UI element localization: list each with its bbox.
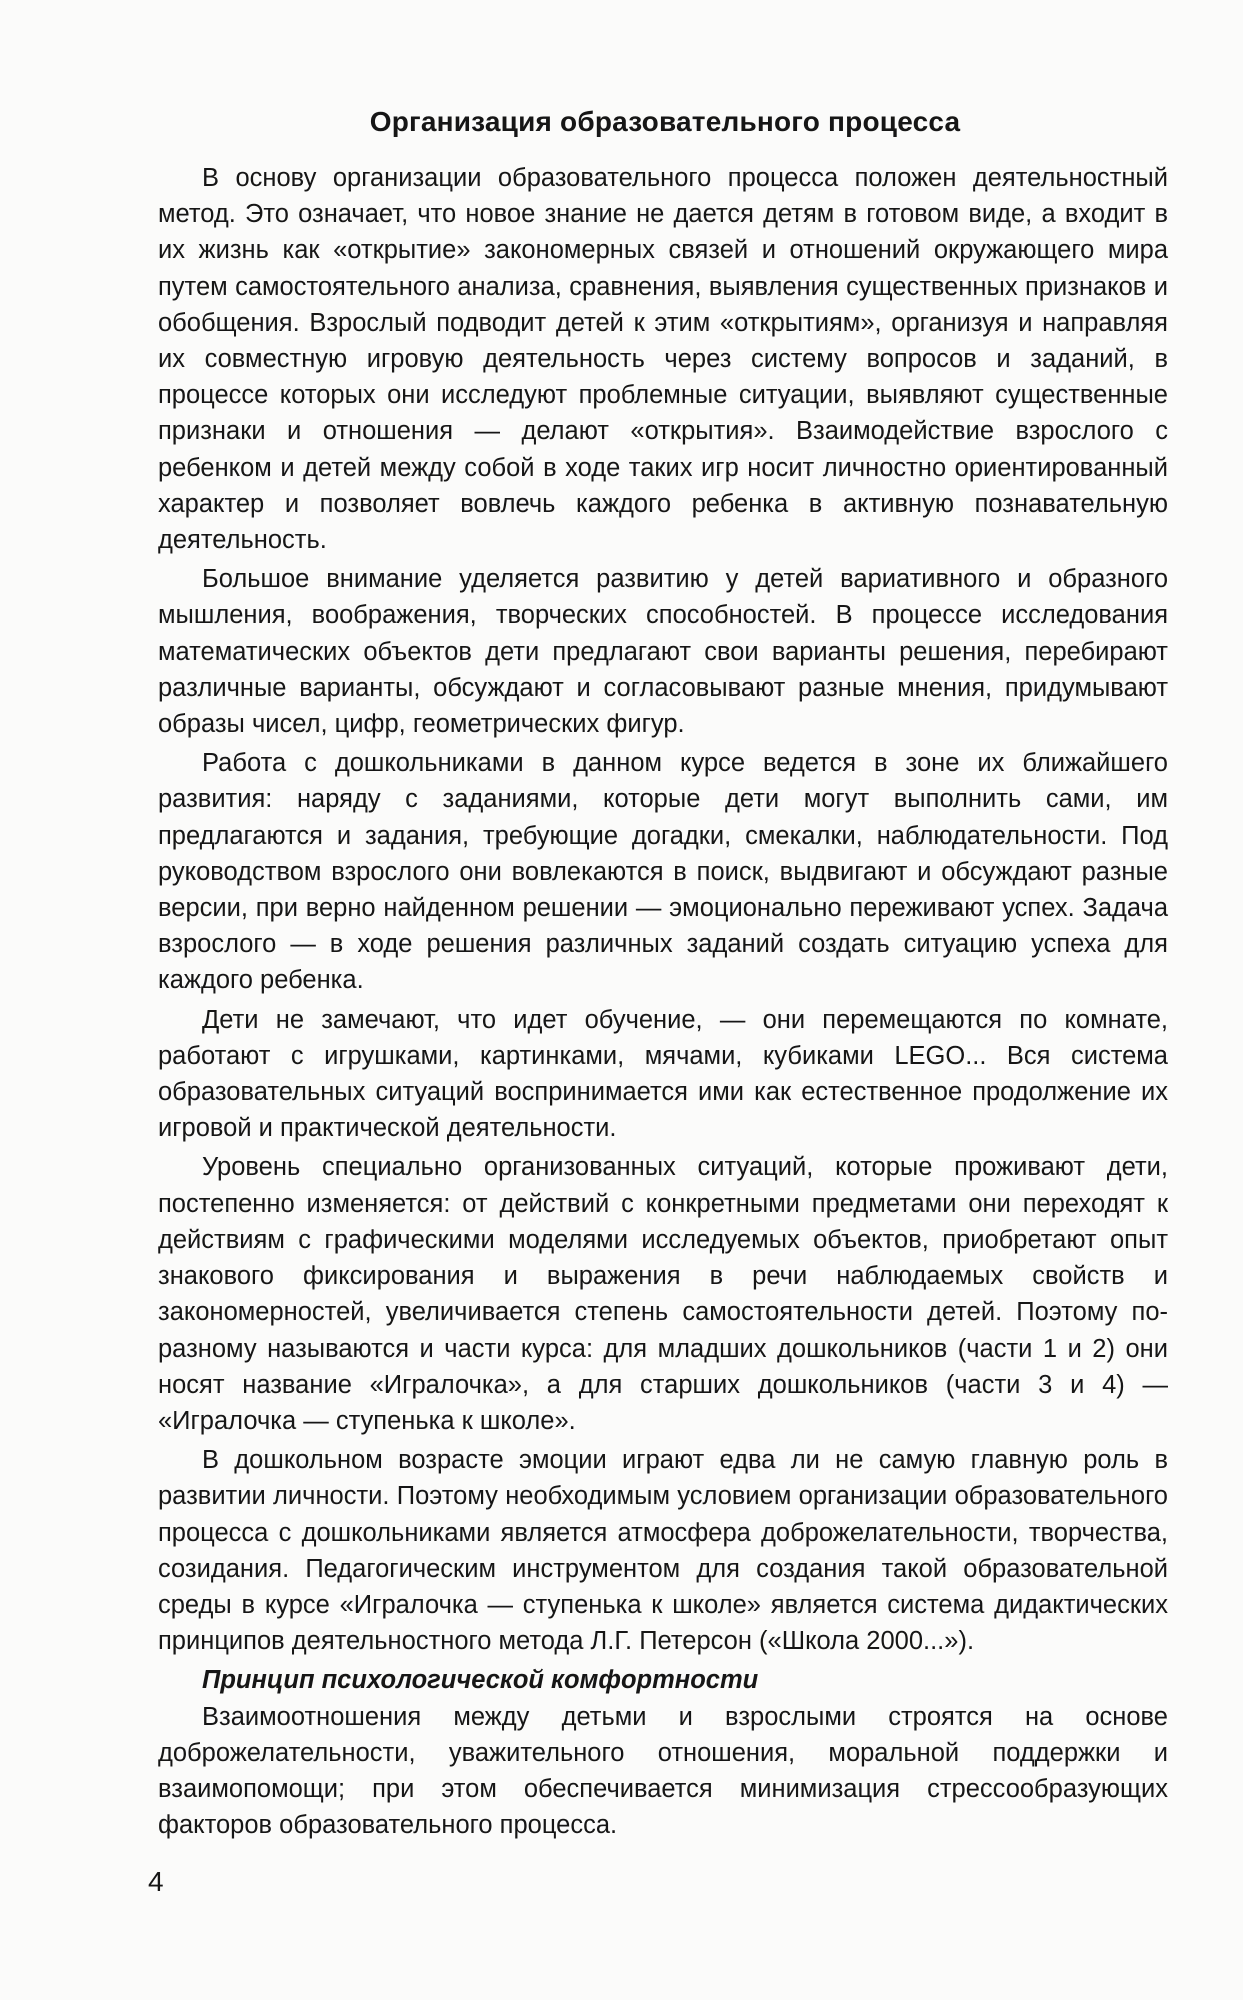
paragraph: Работа с дошкольниками в данном курсе ведется в зоне их ближайшего развития: наряду с заданиями, которые дети могут выполнить сами, им предлагаются и задания, требующие догадки, смекалки, наблюдательности. Под руководством взрослого они вовлекаются в поиск, выдвигают и обсуждают разные версии, при верно найденном решении — эмоционально переживают успех. Задача взрослого — в ходе решения различных заданий создать ситуацию успеха для каждого ребенка.	[158, 749, 1168, 995]
section-title: Организация образовательного процесса	[369, 106, 961, 137]
paragraph: Уровень специально организованных ситуаций, которые проживают дети, постепенно изменяется: от действий с конкретными предметами они переходят к действиям с графическими моделями исследуемых объектов, приобретают опыт знакового фиксирования и выражения в речи наблюдаемых свойств и закономерностей, увеличивается степень самостоятельности детей. Поэтому по-разному называются и части курса: для младших дошкольников (части 1 и 2) они носят название «Игралочка», а для старших дошкольников (части 3 и 4) — «Игралочка — ступенька к школе».	[158, 1153, 1168, 1435]
paragraph: Взаимоотношения между детьми и взрослыми строятся на основе доброжелательности, уважительного отношения, моральной поддержки и взаимопомощи; при этом обеспечивается минимизация стрессообразующих факторов образовательного процесса.	[158, 1702, 1168, 1840]
page-number: 4	[148, 1866, 164, 1897]
body-text	[158, 160, 1168, 1846]
paragraph: В основу организации образовательного процесса положен деятельностный метод. Это означает, что новое знание не дается детям в готовом виде, а входит в их жизнь как «открытие» закономерных связей и отношений окружающего мира путем самостоятельного анализа, сравнения, выявления существенных признаков и обобщения. Взрослый подводит детей к этим «открытиям», организуя и направляя их совместную игровую деятельность через систему вопросов и заданий, в процессе которых они исследуют проблемные ситуации, выявляют существенные признаки и отношения — делают «открытия». Взаимодействие взрослого с ребенком и детей между собой в ходе таких игр носит личностно ориентированный характер и позволяет вовлечь каждого ребенка в активную познавательную деятельность.	[158, 164, 1168, 555]
paragraph: В дошкольном возрасте эмоции играют едва ли не самую главную роль в развитии личности. Поэтому необходимым условием организации образовательного процесса с дошкольниками является атмосфера доброжелательности, творчества, созидания. Педагогическим инструментом для создания такой образовательной среды в курсе «Игралочка — ступенька к школе» является система дидактических принципов деятельностного метода Л.Г. Петерсон («Школа 2000...»).	[158, 1446, 1168, 1656]
paragraph: Большое внимание уделяется развитию у детей вариативного и образного мышления, воображения, творческих способностей. В процессе исследования математических объектов дети предлагают свои варианты решения, перебирают различные варианты, обсуждают и согласовывают разные мнения, придумывают образы чисел, цифр, геометрических фигур.	[158, 565, 1168, 739]
paragraph: Дети не замечают, что идет обучение, — они перемещаются по комнате, работают с игрушками, картинками, мячами, кубиками LEGO... Вся система образовательных ситуаций воспринимается ими как естественное продолжение их игровой и практической деятельности.	[158, 1005, 1168, 1143]
principle-subheading: Принцип психологической комфортности	[202, 1666, 759, 1695]
